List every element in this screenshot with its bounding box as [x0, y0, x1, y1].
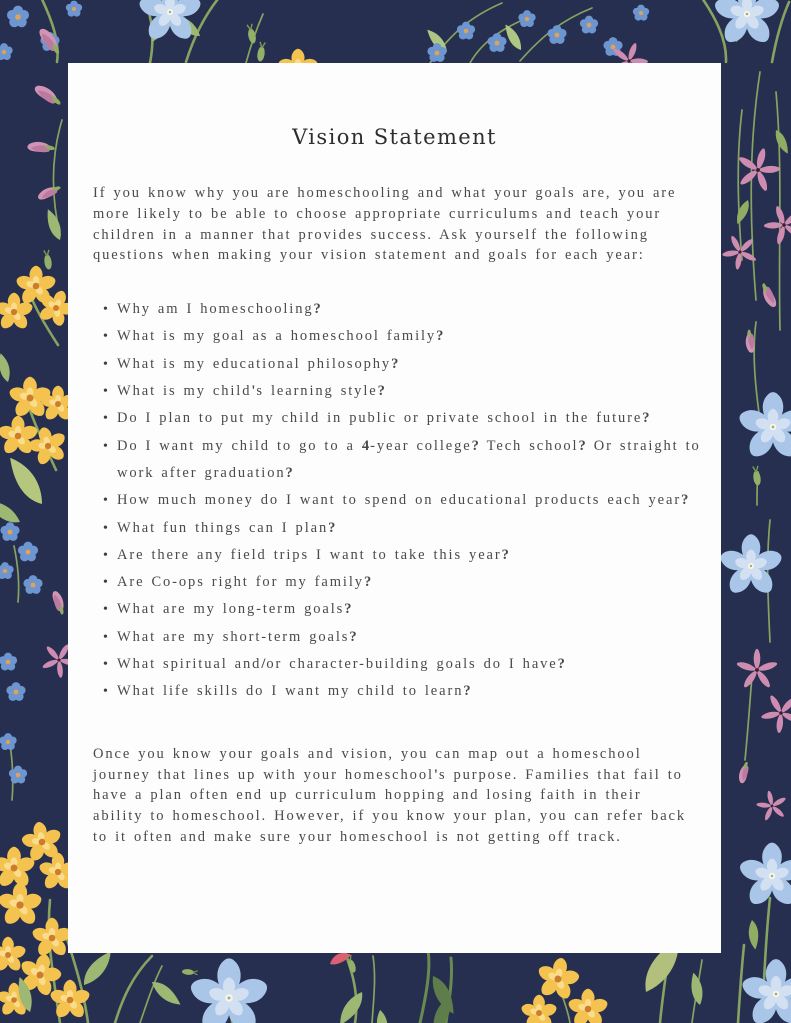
forget-me-not-icon — [0, 733, 17, 750]
closing-paragraph: Once you know your goals and vision, you can map out a homeschool journey that lines up with your homeschool's purpose. Families that fail to have a plan often end up curriculum hopping and losing faith in their ability to homeschool. However, if you know your plan, you can refer back to it often and make sure your homeschool is not getting off track. — [93, 745, 687, 846]
leaf-icon — [0, 497, 24, 527]
pink-bud-icon — [27, 141, 55, 153]
forget-me-not-icon — [0, 653, 17, 671]
green-bud-icon — [256, 42, 266, 62]
pink-bud-icon — [51, 590, 67, 616]
page-title: Vision Statement — [292, 125, 497, 149]
green-bud-icon — [182, 969, 198, 976]
pink-bud-icon — [36, 183, 62, 202]
flax-flower-icon — [718, 534, 784, 597]
forget-me-not-icon — [23, 575, 42, 594]
buttercup-icon — [520, 995, 558, 1023]
pink-bud-icon — [33, 82, 64, 108]
green-bud-icon — [752, 466, 762, 486]
pink-phlox-icon — [736, 649, 778, 689]
questions-list — [68, 296, 721, 705]
question-item: • Are Co-ops right for my family? — [117, 569, 703, 596]
forget-me-not-icon — [518, 10, 535, 27]
question-item: • What are my long-term goals? — [117, 596, 703, 623]
question-item: • How much money do I want to spend on educational products each year? — [117, 487, 703, 514]
question-item: • Do I want my child to go to a 4-year college? Tech school? Or straight to work after graduation? — [117, 433, 703, 488]
forget-me-not-icon — [580, 16, 598, 34]
leaf-icon — [687, 971, 706, 1006]
question-item: • What is my educational philosophy? — [117, 351, 703, 378]
forget-me-not-icon — [0, 43, 13, 60]
forget-me-not-icon — [547, 25, 566, 44]
flax-flower-icon — [737, 843, 791, 909]
leaf-icon — [374, 1009, 391, 1023]
forget-me-not-icon — [66, 1, 82, 17]
pink-bud-icon — [737, 761, 750, 784]
leaf-icon — [148, 978, 184, 1008]
question-item: • Why am I homeschooling? — [117, 296, 703, 323]
pink-phlox-icon — [758, 199, 791, 248]
intro-paragraph: If you know why you are homeschooling and what your goals are, you are more likely to be able to choose appropriate curriculums and teach your children in a manner that provides success. Ask yourself the following questions when making your vision statement and goals for each year: — [93, 185, 677, 264]
forget-me-not-icon — [0, 562, 14, 579]
question-item: • Are there any field trips I want to take this year? — [117, 542, 703, 569]
forget-me-not-icon — [457, 22, 475, 40]
leaf-icon — [336, 988, 367, 1023]
forget-me-not-icon — [7, 6, 29, 28]
question-item: • What spiritual and/or character-building goals do I have? — [117, 651, 703, 678]
buttercup-icon — [31, 918, 74, 958]
leaf-icon — [746, 919, 761, 950]
flax-flower-icon — [737, 392, 791, 461]
green-bud-icon — [43, 250, 53, 270]
pink-phlox-icon — [754, 686, 791, 739]
forget-me-not-icon — [6, 682, 25, 701]
question-item: • What is my child's learning style? — [117, 378, 703, 405]
leaf-icon — [0, 352, 13, 383]
document-card — [68, 63, 721, 953]
forget-me-not-icon — [633, 5, 649, 21]
pink-phlox-icon — [752, 785, 791, 827]
flax-flower-icon — [188, 958, 271, 1023]
question-item: • Do I plan to put my child in public or private school in the future? — [117, 405, 703, 432]
green-bud-icon — [346, 955, 358, 974]
forget-me-not-icon — [0, 522, 19, 541]
question-item: • What is my goal as a homeschool family? — [117, 323, 703, 350]
question-item: • What fun things can I plan? — [117, 515, 703, 542]
forget-me-not-icon — [18, 542, 38, 562]
question-item: • What life skills do I want my child to learn? — [117, 678, 703, 705]
leaf-icon — [42, 207, 66, 241]
floral-right — [716, 72, 791, 1023]
leaf-icon — [79, 947, 115, 990]
buttercup-icon — [567, 989, 610, 1023]
pink-bud-icon — [759, 281, 779, 309]
flax-flower-icon — [137, 0, 203, 43]
leaf-icon — [734, 198, 751, 226]
question-item: • What are my short-term goals? — [117, 624, 703, 651]
buttercup-icon — [0, 883, 43, 928]
leaf-icon — [772, 128, 791, 155]
pink-bud-icon — [745, 329, 755, 353]
forget-me-not-icon — [487, 33, 506, 52]
